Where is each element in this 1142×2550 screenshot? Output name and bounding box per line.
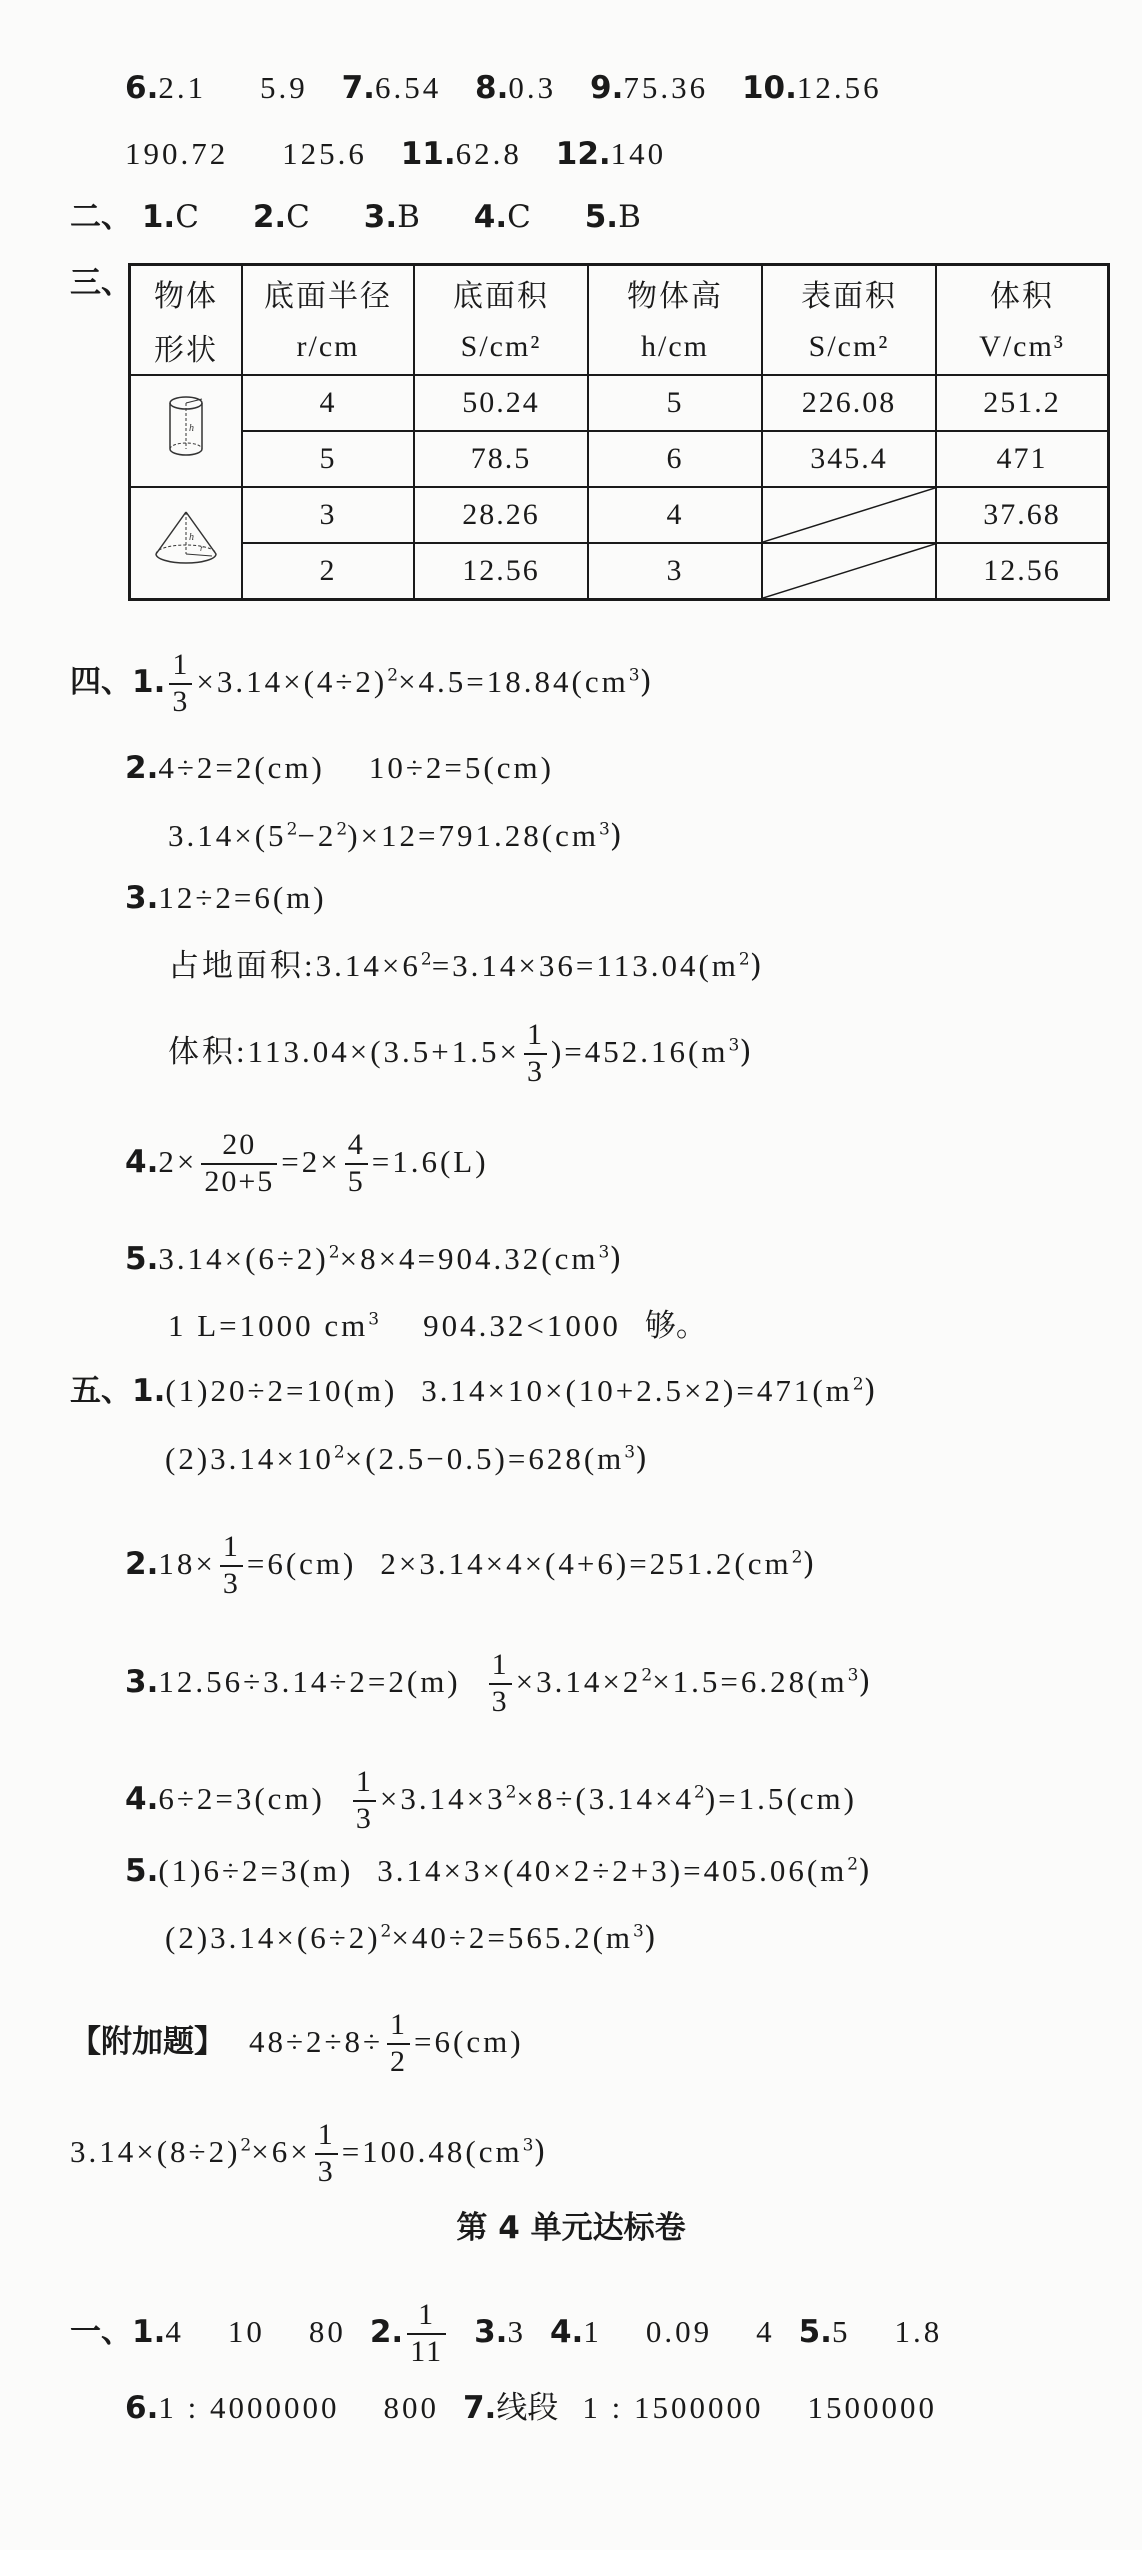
s5-q4: 4.6÷2=3(cm) $\frac{1}{3}$ $\times 3.14\times 3^2\times 8\div(3.14\times 4^2)=1.5(cm)$ [125, 1765, 857, 1835]
header-cell: 物体 [130, 265, 243, 321]
table-cell: 3 [242, 487, 414, 543]
crossed-out-cell [762, 487, 936, 543]
fraction: $\frac{1}{11}$ [407, 2298, 446, 2369]
table-cell: 4 [588, 487, 762, 543]
s4-q2-line1: 2.4÷2=2(cm) 10÷2=5(cm) [125, 750, 554, 786]
fraction: $\frac{1}{3}$ [489, 1648, 512, 1719]
header-cell: 体积 [936, 265, 1109, 321]
table-cell: 4 [242, 375, 414, 431]
header-cell: 底面半径 [242, 265, 414, 321]
header-cell: S/cm² [762, 320, 936, 375]
table-cell: 37.68 [936, 487, 1109, 543]
fraction: $\frac{1}{3}$ [353, 1765, 376, 1836]
fraction: $\frac{4}{5}$ [345, 1128, 368, 1199]
table-cell: 12.56 [414, 543, 588, 600]
s4-q4: 4.2× $\frac{20}{20+5}$ =2× $\frac{4}{5}$ =1.6(L) [125, 1128, 489, 1198]
answer-line-2: 190.72 125.6 11.62.8 12.140 [125, 136, 667, 172]
crossed-out-cell [762, 543, 936, 600]
fraction: $\frac{20}{20+5}$ [201, 1128, 277, 1199]
header-cell: S/cm² [414, 320, 588, 375]
header-cell: h/cm [588, 320, 762, 375]
s4-q5-line1: $5.3.14\times(6\div 2)^2\times 8\times 4=904.32(cm^3)$ [125, 1241, 622, 1277]
s4-q5-line2: 1 L=1000 $cm^3$ 904.32<1000 够。 [168, 1308, 707, 1344]
header-cell: 形状 [130, 320, 243, 375]
s5-q5-line1: 5.(1)6÷2=3(m) $3.14\times 3\times(40\times 2\div 2+3)=405.06(m^2)$ [125, 1853, 871, 1889]
section-2-answers: 二、 1.C 2.C 3.B 4.C 5.B [70, 199, 641, 235]
s5-q1-line2: $(2)3.14\times 10^2\times(2.5-0.5)=628(m^3)$ [165, 1441, 648, 1477]
svg-text:h: h [189, 423, 196, 434]
s4-q1: 四、1. $\frac{1}{3}$ $\times 3.14\times(4\div 2)^2\times 4.5=18.84(cm^3)$ [70, 648, 652, 718]
table-cell: 5 [588, 375, 762, 431]
unit4-line2: 6.1 : 4000000 800 7.线段 1 : 1500000 1500000 [125, 2390, 937, 2426]
extra-question-line1: 【附加题】 48÷2÷8÷ $\frac{1}{2}$ =6(cm) [70, 2008, 524, 2078]
answer-line-1: 6.2.1 5.9 7.6.54 8.0.3 9.75.36 10.12.56 [125, 70, 882, 106]
unit-4-title: 第 4 单元达标卷 [456, 2210, 686, 2246]
table-cell: 28.26 [414, 487, 588, 543]
s4-q3-line2: 占地面积$:3.14\times 6^2=3.14\times 36=113.04(m^2)$ [168, 948, 762, 984]
cone-icon [130, 487, 243, 600]
header-cell: r/cm [242, 320, 414, 375]
svg-text:h: h [189, 532, 196, 543]
header-cell: 底面积 [414, 265, 588, 321]
table-cell: 6 [588, 431, 762, 487]
extra-question-line2: $3.14\times(8\div 2)^2\times 6\times$ $\frac{1}{3}$ $=100.48(cm^3)$ [70, 2118, 546, 2188]
table-cell: 2 [242, 543, 414, 600]
table-cell: 226.08 [762, 375, 936, 431]
header-cell: 物体高 [588, 265, 762, 321]
header-cell: V/cm³ [936, 320, 1109, 375]
fraction: $\frac{1}{3}$ [169, 648, 192, 719]
s4-q3-line3: 体积:113.04×(3.5+1.5× $\frac{1}{3}$ )$=452.16(m^3)$ [168, 1018, 752, 1088]
solid-figure-table [128, 263, 1110, 601]
cylinder-icon [130, 375, 243, 487]
s4-q3-line1: 3.12÷2=6(m) [125, 880, 327, 916]
fraction: $\frac{1}{3}$ [524, 1018, 547, 1089]
s4-q2-line2: $3.14\times(5^2-2^2)\times 12=791.28(cm^3)$ [168, 818, 622, 854]
table-cell: 251.2 [936, 375, 1109, 431]
table-cell: 471 [936, 431, 1109, 487]
section-3-label: 三、 [70, 265, 132, 301]
unit4-line1: 一、1.4 10 80 2. $\frac{1}{11}$ 3.3 4.1 0.09 4 5.5 1.8 [70, 2298, 943, 2368]
svg-text:r: r [200, 543, 206, 553]
s5-q5-line2: $(2)3.14\times(6\div 2)^2\times 40\div 2=565.2(m^3)$ [165, 1920, 656, 1956]
table-cell: 345.4 [762, 431, 936, 487]
s5-q3: 3.12.56÷3.14÷2=2(m) $\frac{1}{3}$ $\times 3.14\times 2^2\times 1.5=6.28(m^3)$ [125, 1648, 871, 1718]
header-cell: 表面积 [762, 265, 936, 321]
table-cell: 3 [588, 543, 762, 600]
table-cell: 5 [242, 431, 414, 487]
table-cell: 12.56 [936, 543, 1109, 600]
fraction: $\frac{1}{3}$ [220, 1530, 243, 1601]
fraction: $\frac{1}{2}$ [387, 2008, 410, 2079]
fraction: $\frac{1}{3}$ [315, 2118, 338, 2189]
s5-q1-line1: 五、1.(1)20÷2=10(m) $3.14\times 10\times(10+2.5\times 2)=471(m^2)$ [70, 1373, 876, 1409]
s5-q2: 2.18× $\frac{1}{3}$ =6(cm) $2\times 3.14\times 4\times(4+6)=251.2(cm^2)$ [125, 1530, 815, 1600]
table-cell: 50.24 [414, 375, 588, 431]
table-cell: 78.5 [414, 431, 588, 487]
